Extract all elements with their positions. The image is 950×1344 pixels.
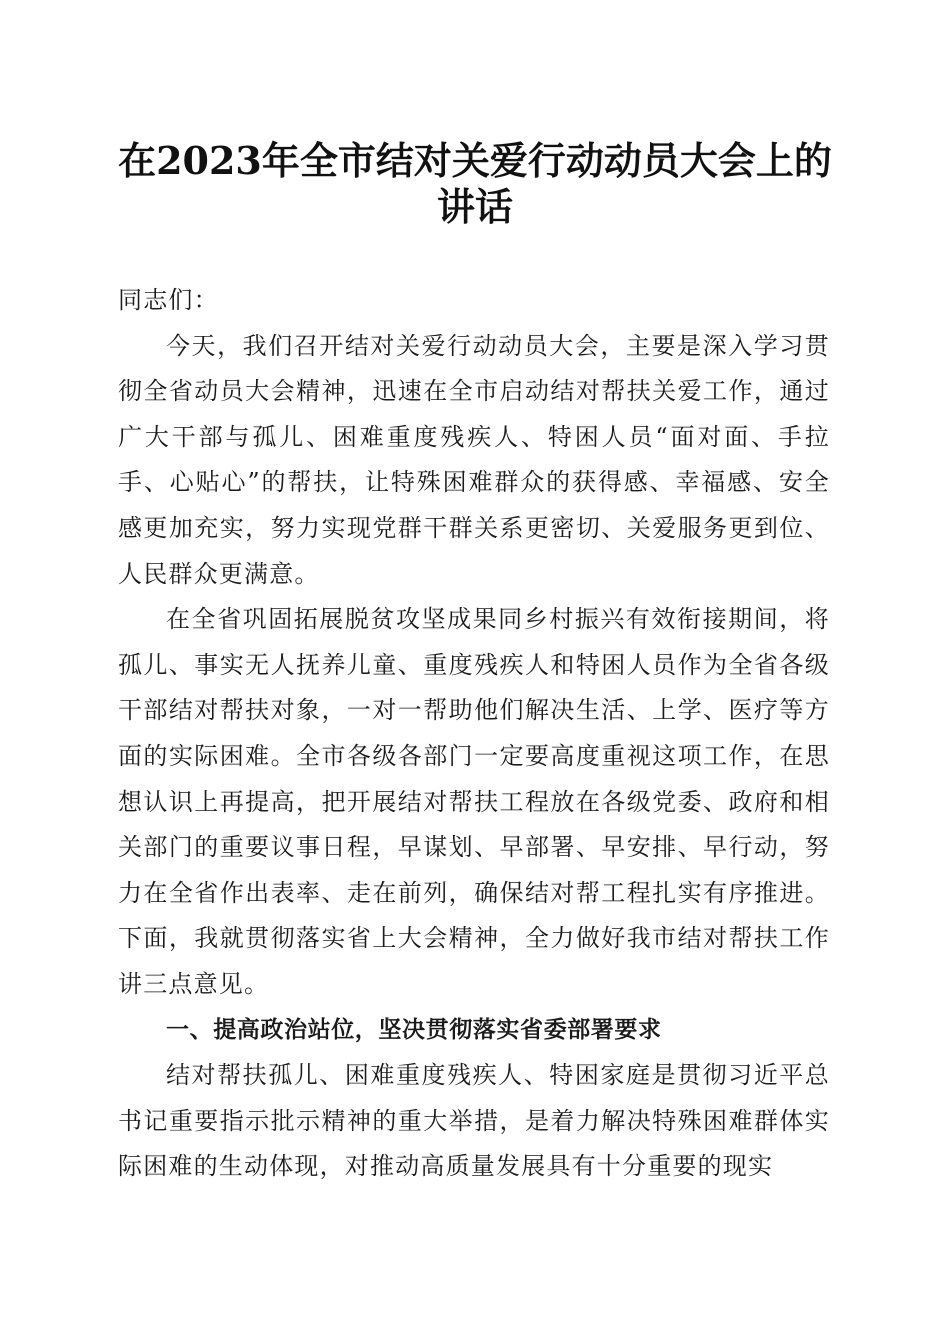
paragraph-context: 在全省巩固拓展脱贫攻坚成果同乡村振兴有效衔接期间，将孤儿、事实无人抚养儿童、重度残疾人和特困人员作为全省各级干部结对帮扶对象，一对一帮助他们解决生活、上学、医疗等方面的实际困难。全市各级各部门一定要高度重视这项工作，在思想认识上再提高，把开展结对帮扶工程放在各级党委、政府和相关部门的重要议事日程，早谋划、早部署、早安排、早行动，努力在全省作出表率、走在前列，确保结对帮工程扎实有序推进。下面，我就贯彻落实省上大会精神，全力做好我市结对帮扶工作讲三点意见。 — [118, 605, 830, 998]
section-paragraph: 结对帮扶孤儿、困难重度残疾人、特困家庭是贯彻习近平总书记重要指示批示精神的重大举措，是着力解决特殊困难群体实际困难的生动体现，对推动高质量发展具有十分重要的现实 — [118, 1061, 830, 1181]
paragraph-opening: 今天，我们召开结对关爱行动动员大会，主要是深入学习贯彻全省动员大会精神，迅速在全市启动结对帮扶关爱工作，通过广大干部与孤儿、困难重度残疾人、特困人员“面对面、手拉手、心贴心”的帮扶，让特殊困难群众的获得感、幸福感、安全感更加充实，努力实现党群干群关系更密切、关爱服务更到位、人民群众更满意。 — [118, 331, 830, 588]
document-title: 在2023年全市结对关爱行动动员大会上的讲话 — [118, 138, 832, 229]
section-heading: 一、提高政治站位，坚决贯彻落实省委部署要求 — [166, 1016, 662, 1043]
document-body — [118, 278, 830, 1190]
salutation: 同志们： — [118, 286, 219, 314]
